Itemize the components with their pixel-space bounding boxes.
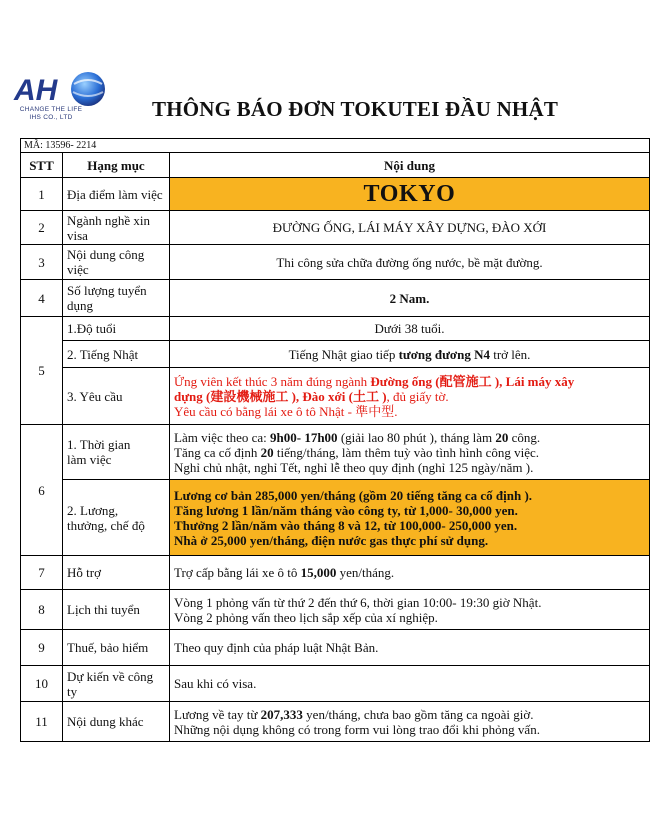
label-line: thưởng, chế độ (67, 517, 145, 533)
t: Trợ cấp bằng lái xe ô tô (174, 565, 301, 580)
row-value: 2 Nam. (170, 280, 650, 317)
row-number: 9 (21, 630, 63, 666)
line: Vòng 2 phỏng vấn theo lịch sắp xếp của xí nghiệp. (174, 609, 438, 625)
table-row (21, 211, 650, 245)
time-line (174, 445, 645, 460)
req-bold: dựng (建設機械施工 ), Đào xới (土工 ) (174, 388, 387, 404)
pay-line: Nhà ở 25,000 yen/tháng, điện nước gas thực phí sử dụng. (174, 532, 489, 548)
work-location-value: TOKYO (170, 178, 650, 211)
row-number: 1 (21, 178, 63, 211)
row-label: Số lượng tuyển dụng (63, 280, 170, 317)
t-bold: 207,333 (260, 706, 303, 722)
table-header-row (21, 153, 650, 178)
req-line (174, 374, 645, 389)
row-value: Sau khi có visa. (170, 666, 650, 702)
table-row (21, 480, 650, 556)
t: (giải lao 80 phút ), tháng làm (337, 429, 496, 445)
document-title: THÔNG BÁO ĐƠN TOKUTEI ĐẦU NHẬT (152, 97, 559, 121)
t: yen/tháng, chưa bao gồm tăng ca ngoài giờ. (302, 706, 534, 722)
header-category: Hạng mục (63, 153, 170, 178)
pay-line: Tăng lương 1 lần/năm tháng vào công ty, từ 1,000- 30,000 yen. (174, 502, 518, 518)
work-time-value (170, 425, 650, 480)
row-label: Lịch thi tuyển (63, 590, 170, 630)
row-value: Theo quy định của pháp luật Nhật Bản. (170, 630, 650, 666)
req-bold: Đường ống (配管施工 ), Lái máy xây (370, 373, 575, 389)
logo-tagline-1: CHANGE THE LIFE (19, 106, 83, 113)
row-label: Địa điểm làm việc (63, 178, 170, 211)
pay-line: Lương cơ bản 285,000 yen/tháng (gồm 20 tiếng tăng ca cố định ). (174, 487, 533, 503)
salary-value (170, 480, 650, 556)
t-bold: 9h00- 17h00 (270, 429, 338, 445)
logo-tagline (14, 106, 88, 122)
row-value (170, 556, 650, 590)
logo-text: AH (14, 74, 58, 107)
row-number: 3 (21, 245, 63, 280)
table-row (21, 317, 650, 341)
row-value (170, 702, 650, 742)
time-line: Nghỉ chủ nhật, nghỉ Tết, nghỉ lễ theo quy định (nghỉ 125 ngày/năm ). (174, 459, 534, 475)
t: Tăng ca cố định (174, 444, 261, 460)
table-row (21, 702, 650, 742)
t-bold: 15,000 (300, 565, 337, 580)
time-line (174, 430, 645, 445)
line (174, 707, 645, 722)
t: công. (508, 429, 541, 445)
t: tiếng/tháng, làm thêm tuỳ vào tình hình công việc. (273, 444, 540, 460)
row-number: 10 (21, 666, 63, 702)
logo-tagline-2: IHS CO., LTD (29, 114, 73, 121)
row-label: 1.Độ tuổi (63, 317, 170, 341)
jp-text: Tiếng Nhật giao tiếp (288, 346, 399, 362)
row-label: Nội dung khác (63, 702, 170, 742)
t: yen/tháng. (336, 565, 395, 580)
row-label: 3. Yêu cầu (63, 368, 170, 425)
t: Làm việc theo ca: (174, 429, 271, 445)
row-value: Thi công sửa chữa đường ống nước, bề mặt đường. (170, 245, 650, 280)
line: Những nội dụng không có trong form vui lòng trao đổi khi phỏng vấn. (174, 721, 540, 737)
table-row (21, 425, 650, 480)
label-line: 1. Thời gian (67, 437, 131, 452)
table-row (21, 368, 650, 425)
req-text: Ứng viên kết thúc 3 năm đúng ngành (174, 373, 371, 389)
row-number: 4 (21, 280, 63, 317)
row-number: 2 (21, 211, 63, 245)
row-value: ĐƯỜNG ỐNG, LÁI MÁY XÂY DỰNG, ĐÀO XỚI (170, 211, 650, 245)
line: Vòng 1 phỏng vấn từ thứ 2 đến thứ 6, thời gian 10:00- 19:30 giờ Nhật. (174, 594, 542, 610)
row-label: Hỗ trợ (63, 556, 170, 590)
row-number: 6 (21, 425, 63, 556)
pay-line: Thưởng 2 lần/năm vào tháng 8 và 12, từ 100,000- 250,000 yen. (174, 517, 518, 533)
header-stt: STT (21, 153, 63, 178)
label-line: 2. Lương, (67, 502, 119, 518)
req-line (174, 389, 645, 404)
row-label: Thuế, bảo hiểm (63, 630, 170, 666)
row-label (63, 425, 170, 480)
row-label: Dự kiến về công ty (63, 666, 170, 702)
table-row (21, 630, 650, 666)
code-row (21, 139, 650, 153)
row-value: Dưới 38 tuổi. (170, 317, 650, 341)
header-content: Nội dung (170, 153, 650, 178)
row-value (170, 590, 650, 630)
req-text: , đủ giấy tờ. (386, 388, 449, 404)
table-row (21, 280, 650, 317)
requirements-value (170, 368, 650, 425)
t-bold: 20 (495, 429, 509, 445)
row-number: 5 (21, 317, 63, 425)
jp-level: tương đương N4 (398, 346, 490, 362)
logo-mark (12, 70, 112, 110)
table-row (21, 590, 650, 630)
row-number: 7 (21, 556, 63, 590)
table-row (21, 556, 650, 590)
job-info-table (20, 138, 650, 742)
label-line: làm việc (67, 452, 112, 467)
table-row (21, 245, 650, 280)
row-number: 8 (21, 590, 63, 630)
table-row (21, 666, 650, 702)
req-line: Yêu cầu có bằng lái xe ô tô Nhật - 準中型. (174, 403, 398, 419)
t-bold: 20 (260, 444, 274, 460)
jp-text-end: trở lên. (489, 346, 531, 362)
row-label: 2. Tiếng Nhật (63, 341, 170, 368)
row-label: Ngành nghề xin visa (63, 211, 170, 245)
row-label (63, 480, 170, 556)
table-row (21, 341, 650, 368)
row-label: Nội dung công việc (63, 245, 170, 280)
row-number: 11 (21, 702, 63, 742)
job-code: MÃ: 13596- 2214 (21, 139, 650, 153)
t: Lương về tay từ (174, 706, 261, 722)
table-row (21, 178, 650, 211)
row-value (170, 341, 650, 368)
